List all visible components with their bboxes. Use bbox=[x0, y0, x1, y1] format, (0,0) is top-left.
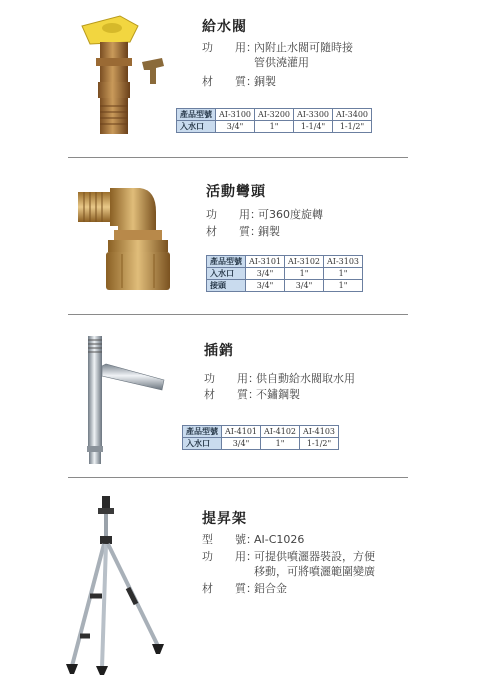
table-cell: 1" bbox=[324, 268, 363, 280]
spec-function bbox=[204, 371, 355, 386]
table-cell: 3/4" bbox=[285, 280, 324, 292]
product-title: 提昇架 bbox=[202, 511, 247, 527]
table-row bbox=[177, 121, 372, 133]
swivel-elbow-image bbox=[78, 178, 188, 296]
product-title: 給水閥 bbox=[202, 19, 247, 35]
table-cell: 產品型號 bbox=[207, 256, 246, 268]
spec-value: AI-C1026 bbox=[254, 533, 305, 546]
spec-value: 管供澆灌用 bbox=[254, 56, 309, 69]
table-cell: 產品型號 bbox=[177, 109, 216, 121]
tripod-riser-image bbox=[62, 496, 182, 676]
table-cell: 3/4" bbox=[216, 121, 255, 133]
table-cell: AI-4103 bbox=[300, 426, 339, 438]
spec-function bbox=[202, 40, 353, 70]
table-cell: AI-3400 bbox=[333, 109, 372, 121]
table-cell: AI-3300 bbox=[294, 109, 333, 121]
spec-value: 移動，可將噴灑範圍變廣 bbox=[254, 565, 375, 578]
table-cell: AI-4102 bbox=[261, 426, 300, 438]
table-cell: AI-3103 bbox=[324, 256, 363, 268]
section-divider bbox=[68, 157, 408, 158]
spec-label: 功 用： bbox=[204, 372, 259, 385]
spec-label: 材 質： bbox=[206, 225, 261, 238]
product-title: 活動彎頭 bbox=[206, 184, 266, 200]
section-divider bbox=[68, 314, 408, 315]
spec-label: 功 用： bbox=[202, 41, 257, 54]
spec-table bbox=[182, 425, 339, 450]
product-title: 插銷 bbox=[204, 343, 234, 359]
table-cell: AI-3200 bbox=[255, 109, 294, 121]
table-cell: 3/4" bbox=[246, 268, 285, 280]
table-cell: 1" bbox=[285, 268, 324, 280]
spec-value: 可360度旋轉 bbox=[258, 208, 323, 221]
table-cell: 入水口 bbox=[177, 121, 216, 133]
table-row bbox=[207, 256, 363, 268]
spec-material bbox=[202, 74, 276, 89]
spec-material bbox=[202, 581, 287, 596]
table-cell: 1-1/2" bbox=[333, 121, 372, 133]
spec-model bbox=[202, 532, 304, 547]
spec-material bbox=[206, 224, 280, 239]
water-valve-image bbox=[70, 12, 175, 142]
spec-function bbox=[202, 549, 375, 579]
table-cell: 1" bbox=[255, 121, 294, 133]
table-cell: AI-3100 bbox=[216, 109, 255, 121]
table-row bbox=[183, 438, 339, 450]
section-divider bbox=[68, 477, 408, 478]
table-cell: 1" bbox=[324, 280, 363, 292]
spec-label: 材 質： bbox=[202, 75, 257, 88]
table-cell: 產品型號 bbox=[183, 426, 222, 438]
spec-value: 銅製 bbox=[258, 225, 280, 238]
spec-label: 功 用： bbox=[206, 208, 261, 221]
spec-value: 可提供噴灑器裝設，方便 bbox=[254, 550, 375, 563]
table-cell: 1-1/2" bbox=[300, 438, 339, 450]
spec-value: 鋁合金 bbox=[254, 582, 287, 595]
table-cell: 3/4" bbox=[222, 438, 261, 450]
table-cell: 入水口 bbox=[207, 268, 246, 280]
table-cell: AI-4101 bbox=[222, 426, 261, 438]
spec-label: 型 號： bbox=[202, 533, 257, 546]
spec-value: 供自動給水閥取水用 bbox=[256, 372, 355, 385]
spec-value: 內附止水閥可隨時接 bbox=[254, 41, 353, 54]
table-cell: 1" bbox=[261, 438, 300, 450]
spec-label: 材 質： bbox=[204, 388, 259, 401]
spec-function bbox=[206, 207, 323, 222]
spec-material bbox=[204, 387, 300, 402]
spec-table bbox=[206, 255, 363, 292]
table-cell: AI-3102 bbox=[285, 256, 324, 268]
table-row bbox=[183, 426, 339, 438]
spec-table bbox=[176, 108, 372, 133]
spec-label: 材 質： bbox=[202, 582, 257, 595]
table-cell: 1-1/4" bbox=[294, 121, 333, 133]
spec-value: 不鏽鋼製 bbox=[256, 388, 300, 401]
table-row bbox=[177, 109, 372, 121]
table-cell: AI-3101 bbox=[246, 256, 285, 268]
insertion-pin-image bbox=[78, 336, 168, 466]
table-cell: 3/4" bbox=[246, 280, 285, 292]
spec-value: 銅製 bbox=[254, 75, 276, 88]
table-row bbox=[207, 268, 363, 280]
spec-label: 功 用： bbox=[202, 550, 257, 563]
table-cell: 入水口 bbox=[183, 438, 222, 450]
table-cell: 接頭 bbox=[207, 280, 246, 292]
table-row bbox=[207, 280, 363, 292]
